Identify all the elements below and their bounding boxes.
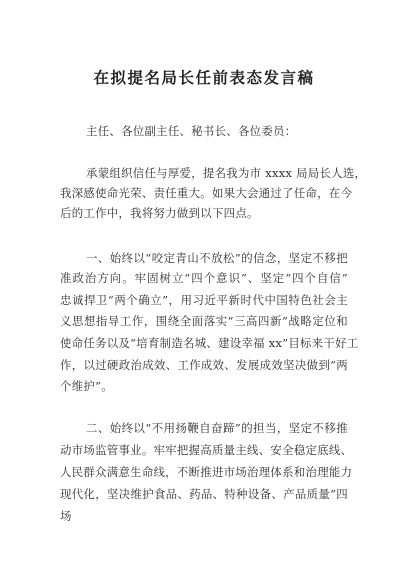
paragraph-3-line-3: 人民群众满意生命线，不断推进市场治理体系和治理能力: [60, 465, 353, 479]
paragraph-2-line-5: 使命任务以及“培育制造名城、建设幸福 xx”目标来干好工: [60, 336, 359, 350]
paragraph-2-line-3: 忠诚捍卫“两个确立”，用习近平新时代中国特色社会主: [60, 293, 348, 307]
paragraph-3-line-2: 动市场监管事业。牢牢把握高质量主线、安全稳定底线、: [60, 443, 353, 457]
document-title: 在拟提名局长任前表态发言稿: [93, 69, 315, 87]
paragraph-2-line-1: 一、始终以“咬定青山不放松”的信念，坚定不移把: [86, 251, 348, 265]
paragraph-2-line-2: 准政治方向。牢固树立“四个意识”、坚定“四个自信”: [60, 271, 348, 285]
paragraph-2-line-6: 作，以过硬政治成效、工作成效、发展成效坚决做到“两: [60, 358, 348, 372]
paragraph-3-line-4: 现代化，坚决维护食品、药品、特种设备、产品质量“四: [60, 487, 348, 501]
paragraph-1-line-2: 我深感使命光荣、责任重大。如果大会通过了任命，在今: [60, 186, 353, 200]
paragraph-1-line-3: 后的工作中，我将努力做到以下四点。: [60, 206, 259, 220]
paragraph-2-line-4: 义思想指导工作，围绕全面落实“三高四新”战略定位和: [60, 314, 348, 328]
paragraph-2-line-7: 个维护”。: [60, 379, 113, 393]
paragraph-3-line-1: 二、始终以“不用扬鞭自奋蹄”的担当，坚定不移推: [86, 421, 348, 435]
paragraph-1-line-1: 承蒙组织信任与厚爱，提名我为市 xxxx 局局长人选，: [86, 166, 367, 180]
salutation: 主任、各位副主任、秘书长、各位委员：: [86, 124, 297, 138]
paragraph-3-line-5: 场: [60, 509, 72, 523]
